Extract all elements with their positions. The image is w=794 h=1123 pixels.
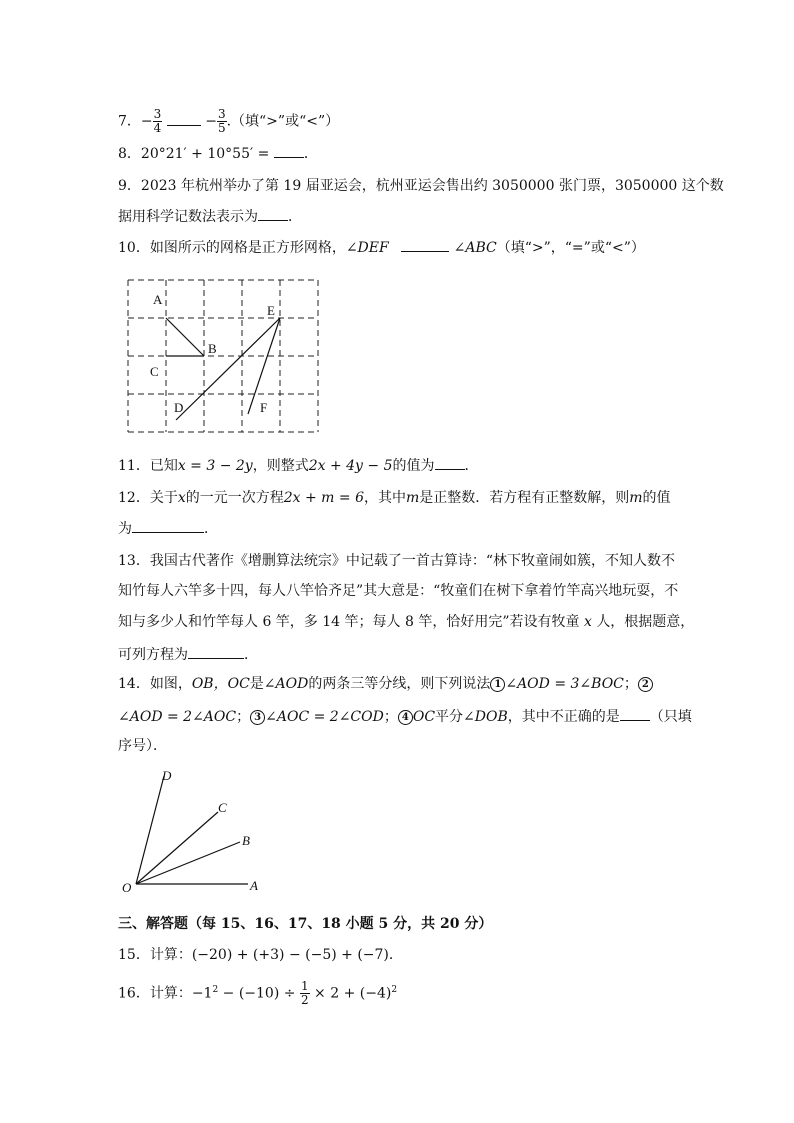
answer-blank[interactable]: [132, 518, 204, 533]
answer-blank[interactable]: [274, 143, 304, 158]
question-13-line1: 13．我国古代著作《增删算法统宗》中记载了一首古算诗：“林下牧童闹如簇，不知人数不: [118, 553, 675, 569]
label-D: D: [162, 768, 172, 783]
question-8: 8．20°21′ + 10°55′ = ．: [118, 143, 318, 164]
question-7: 7．− $\frac{3}{4}$ − $\frac{3}{5}$ .（填“>”或“<”）: [118, 107, 340, 135]
fraction: $\frac{1}{2}$: [300, 979, 309, 1008]
fraction: $\frac{3}{4}$: [153, 107, 162, 135]
answer-blank[interactable]: [258, 206, 288, 221]
label-C: C: [218, 800, 227, 815]
label-D: D: [174, 400, 184, 415]
question-15: 15．计算：(−20) + (+3) − (−5) + (−7)．: [118, 947, 403, 963]
answer-blank[interactable]: [167, 111, 201, 126]
question-9-line2: 据用科学记数法表示为 ．: [118, 206, 302, 227]
fraction: $\frac{3}{5}$: [217, 107, 226, 135]
question-14-line2: ∠AOD = 2∠AOC； 3 ∠AOC = 2∠COD； 4 OC平分∠DOB，其中不正确的是 （只填: [118, 706, 692, 727]
circled-number-2: 2: [638, 677, 653, 692]
label-A: A: [250, 878, 258, 893]
question-11: 11．已知x = 3 − 2y，则整式2x + 4y − 5的值为 ．: [118, 455, 479, 476]
question-13-line2: 知竹每人六竿多十四，每人八竿恰齐足”其大意是：“牧童们在树下拿着竹竿高兴地玩耍，不: [118, 583, 679, 599]
question-12-line2: 为 ．: [118, 518, 218, 539]
ray-OC: [136, 812, 218, 884]
ray-OD: [136, 776, 164, 884]
grid-figure: [120, 274, 330, 444]
answer-blank[interactable]: [188, 644, 244, 659]
section-heading: 三、解答题（每 15、16、17、18 小题 5 分，共 20 分）: [118, 916, 493, 932]
label-B: B: [208, 341, 217, 356]
question-13-line4: 可列方程为 ．: [118, 644, 258, 665]
question-13-line3: 知与多少人和竹竿每人 6 竿，多 14 竿；每人 8 竿，恰好用完”若设有牧童 x 人，根据题意，: [118, 614, 695, 630]
label-A: A: [153, 292, 163, 307]
ray-OB: [136, 842, 240, 884]
circled-number-4: 4: [398, 710, 413, 725]
question-10: 10．如图所示的网格是正方形网格，∠DEF ∠ABC（填“>”，“=”或“<”）: [118, 237, 645, 258]
angle-figure: [118, 764, 278, 896]
question-16: 16．计算：$-1^2 - (-10)$ ÷ $\frac{1}{2}$ × $2 + (-4)^2$: [118, 979, 398, 1008]
answer-blank[interactable]: [620, 706, 650, 721]
question-9-line1: 9．2023 年杭州举办了第 19 届亚运会，杭州亚运会售出约 3050000 张门票，3050000 这个数: [118, 178, 724, 194]
question-14-line3: 序号）．: [118, 738, 167, 754]
label-O: O: [122, 880, 132, 895]
question-14-line1: 14．如图，OB，OC是∠AOD的两条三等分线，则下列说法 1 ∠AOD = 3∠BOC； 2: [118, 674, 653, 694]
segment-AB: [166, 318, 204, 356]
answer-blank[interactable]: [435, 455, 465, 470]
label-C: C: [150, 364, 159, 379]
label-F: F: [260, 400, 268, 415]
circled-number-1: 1: [490, 677, 505, 692]
question-12-line1: 12．关于x的一元一次方程2x + m = 6，其中m是正整数．若方程有正整数解，则m的值: [118, 490, 671, 506]
label-E: E: [267, 303, 275, 318]
circled-number-3: 3: [250, 710, 265, 725]
label-B: B: [242, 833, 250, 848]
answer-blank[interactable]: [401, 237, 449, 252]
